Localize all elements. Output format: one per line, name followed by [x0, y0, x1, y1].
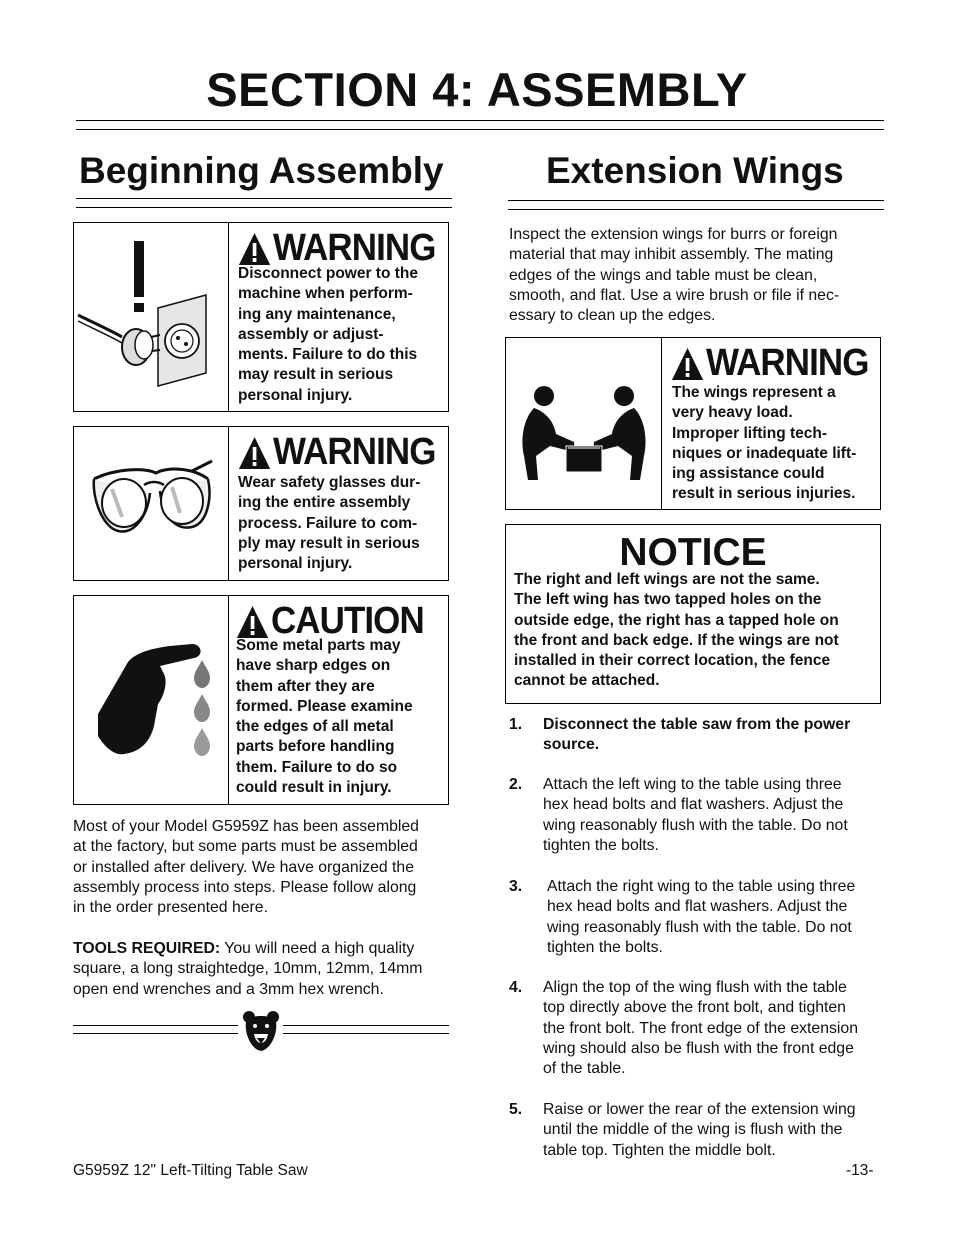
two-person-lift-illustration: [506, 338, 662, 509]
step-4-text: Align the top of the wing flush with the table top directly above the front bolt, and tighten the front bolt. The front edge of the extension wing should also be flush with the front edge of the table.: [543, 979, 858, 1078]
footer-model-name: G5959Z 12" Left-Tilting Table Saw: [73, 1162, 308, 1179]
warning-signal-word: WARNING: [238, 227, 435, 270]
right-heading-rule-bottom: [508, 209, 884, 210]
beginning-assembly-heading: Beginning Assembly: [79, 150, 444, 191]
left-heading-rule-top: [76, 198, 452, 199]
alert-triangle-icon: [238, 436, 271, 470]
step-number: 5.: [509, 1101, 523, 1118]
divider-right-bottom: [283, 1033, 449, 1034]
right-heading-rule-top: [508, 200, 884, 201]
tools-required-label: TOOLS REQUIRED:: [73, 940, 221, 957]
notice-box-wings: [505, 524, 881, 704]
step-3-text: Attach the right wing to the table using three hex head bolts and flat washers. Adjust the wing reasonably flush with the table. Do not tighten the bolts.: [547, 878, 856, 956]
alert-triangle-icon: [671, 347, 704, 381]
warning-power-text: Disconnect power to the machine when perform- ing any maintenance, assembly or adjust- ments. Failure to do this may result in serious personal injury.: [238, 265, 418, 404]
unplug-illustration: [74, 223, 229, 411]
title-rule-top: [76, 120, 884, 121]
alert-triangle-icon: [238, 232, 271, 266]
step-number: 4.: [509, 979, 523, 996]
divider-left-bottom: [73, 1033, 238, 1034]
bear-logo-icon: [242, 1010, 280, 1052]
warning-signal-word: WARNING: [238, 431, 435, 474]
title-rule-bottom: [76, 129, 884, 130]
caution-box-sharp-edges: [73, 595, 449, 805]
warning-box-heavy-load: [505, 337, 881, 510]
two-person-lift-icon: [506, 338, 661, 509]
step-2-text: Attach the left wing to the table using three hex head bolts and flat washers. Adjust the wing reasonably flush with the table. Do not tighten the bolts.: [543, 776, 848, 854]
caution-sharp-edges-text: Some metal parts may have sharp edges on them after they are formed. Please examine the edges of all metal parts before handling them. Failure to do so could result in injury.: [236, 637, 413, 797]
divider-right-top: [283, 1025, 449, 1026]
tools-required-paragraph: TOOLS REQUIRED: You will need a high quality square, a long straightedge, 10mm, 12mm, 14mm open end wrenches and a 3mm hex wrench.: [73, 940, 423, 998]
step-5-text: Raise or lower the rear of the extension wing until the middle of the wing is flush with the table top. Tighten the middle bolt.: [543, 1101, 856, 1159]
notice-wings-text: The right and left wings are not the same. The left wing has two tapped holes on the outside edge, the right has a tapped hole on the front and back edge. If the wings are not installed in their correct location, the fence cannot be attached.: [514, 571, 839, 690]
power-plug-icon: [74, 223, 228, 411]
bleeding-hand-icon: [74, 596, 228, 804]
warning-heavy-load-text: The wings represent a very heavy load. Improper lifting tech- niques or inadequate lift- ing assistance could result in serious injuries.: [672, 384, 857, 503]
step-number: 3.: [509, 878, 523, 895]
caution-signal-word: CAUTION: [236, 600, 424, 643]
alert-triangle-icon: [236, 605, 269, 639]
page-number: -13-: [846, 1162, 874, 1179]
sharp-edges-illustration: [74, 596, 229, 804]
step-number: 1.: [509, 716, 523, 733]
left-heading-rule-bottom: [76, 207, 452, 208]
notice-title: NOTICE: [619, 531, 767, 574]
step-1-text: Disconnect the table saw from the power source.: [543, 716, 851, 754]
warning-box-power: [73, 222, 449, 412]
warning-box-glasses: [73, 426, 449, 581]
section-title: SECTION 4: ASSEMBLY: [206, 63, 748, 116]
warning-glasses-text: Wear safety glasses dur- ing the entire assembly process. Failure to com- ply may result in serious personal injury.: [238, 474, 421, 573]
assembly-intro-paragraph: Most of your Model G5959Z has been assembled at the factory, but some parts must be assembled or installed after delivery. We have organized the assembly process into steps. Please follow along in the order presented here.: [73, 818, 419, 917]
step-number: 2.: [509, 776, 523, 793]
extension-wings-heading: Extension Wings: [546, 150, 844, 191]
warning-signal-word: WARNING: [671, 342, 868, 385]
safety-glasses-icon: [74, 427, 228, 580]
extension-wings-intro: Inspect the extension wings for burrs or foreign material that may inhibit assembly. The mating edges of the wings and table must be clean, smooth, and flat. Use a wire brush or file if nec- essary to clean up the edges.: [509, 226, 840, 325]
safety-glasses-illustration: [74, 427, 229, 580]
divider-left-top: [73, 1025, 238, 1026]
